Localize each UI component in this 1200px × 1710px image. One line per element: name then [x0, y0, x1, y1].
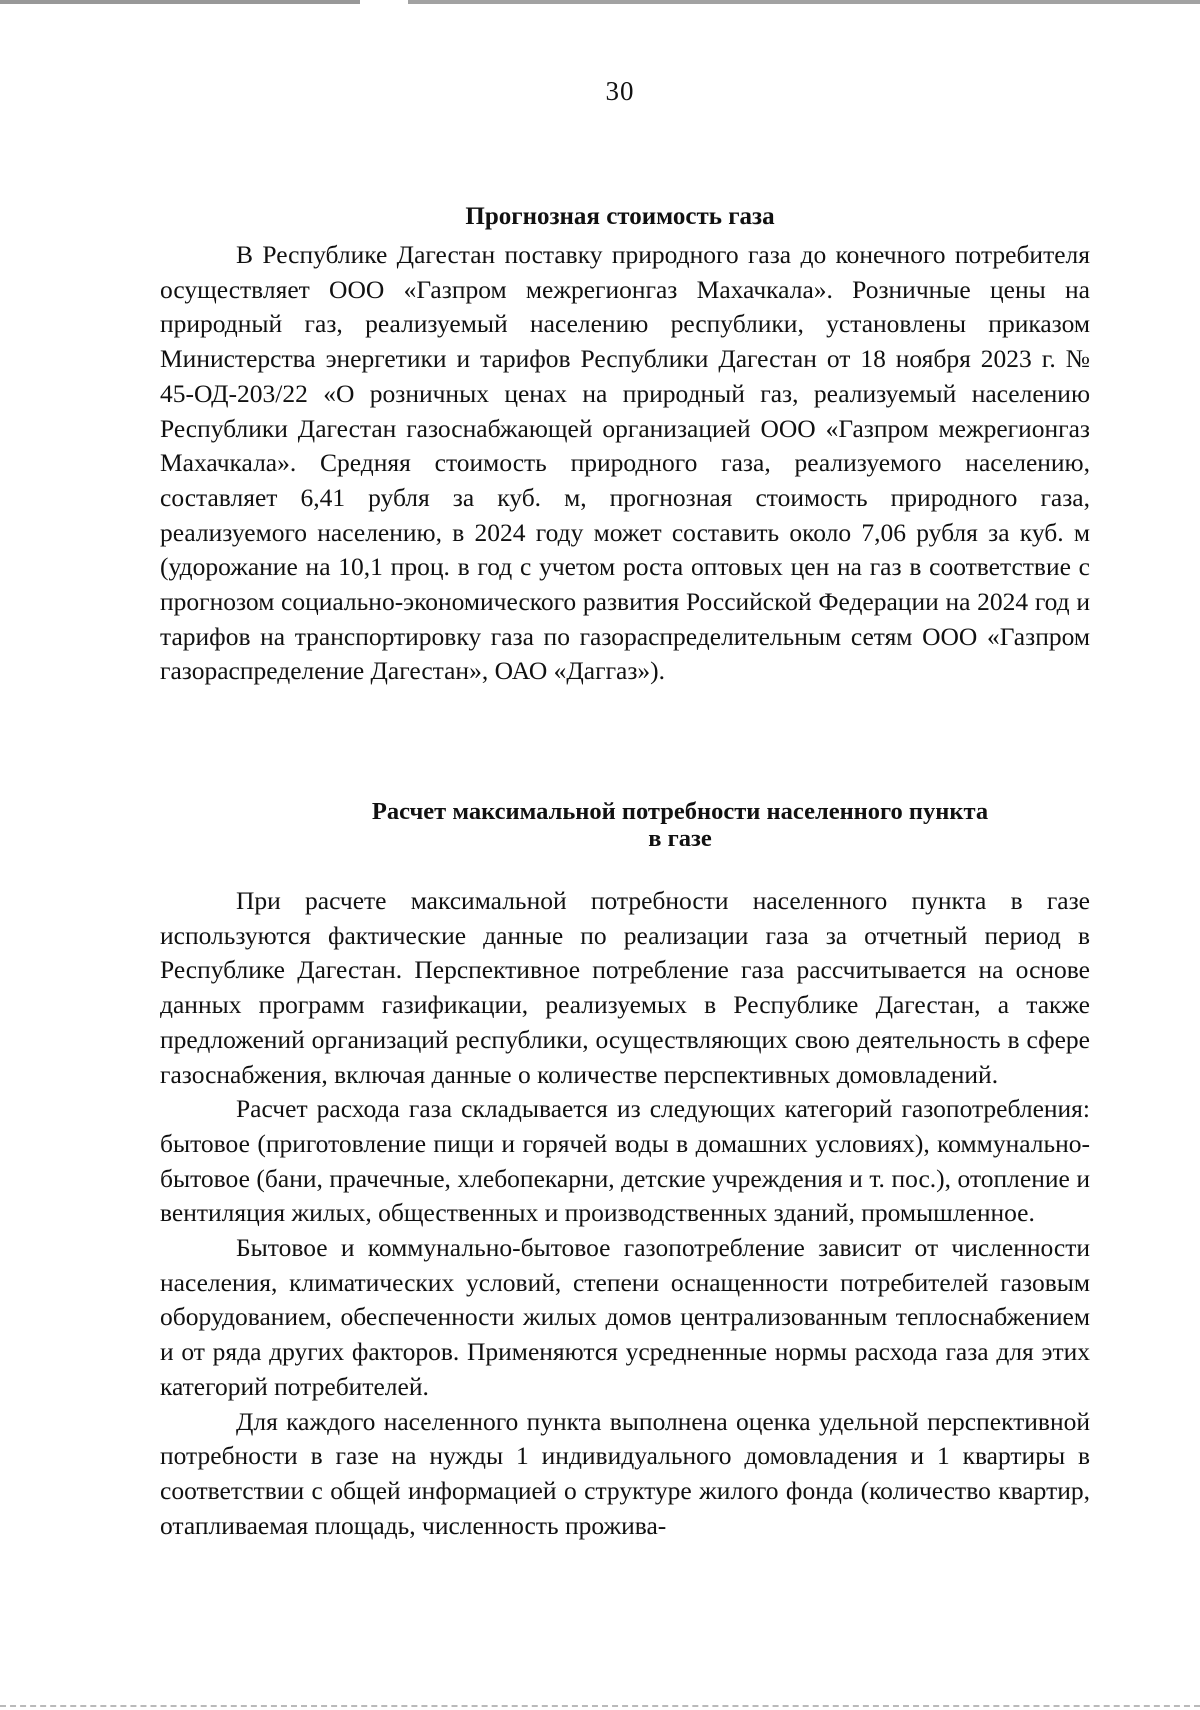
- scan-edge-bottom: [0, 1705, 1200, 1710]
- paragraph: При расчете максимальной потребности населенного пункта в газе используются фактические данные по реализации газа за отчетный период в Республике Дагестан. Перспективное потребление газа рассчитывается на основе данных программ газификации, реализуемых в Республике Дагестан, а также предложений организаций республики, осуществляющих свою деятельность в сфере газоснабжения, включая данные о количестве перспективных домовладений.: [160, 886, 1090, 1089]
- paragraph: Для каждого населенного пункта выполнена оценка удельной перспективной потребности в газе на нужды 1 индивидуального домовладения и 1 квартиры в соответствии с общей информацией о структуре жилого фонда (количество квартир, отапливаемая площадь, численность прожива-: [160, 1406, 1090, 1540]
- section-max-demand: [160, 884, 1090, 1543]
- scan-edge-top: [0, 0, 1200, 4]
- section-heading-gas-cost: Прогнозная стоимость газа: [465, 203, 775, 230]
- paragraph: Бытовое и коммунально-бытовое газопотребление зависит от численности населения, климатических условий, степени оснащенности потребителей газовым оборудованием, обеспеченности жилых домов централизованным теплоснабжением и от ряда других факторов. Применяются усредненные нормы расхода газа для этих категорий потребителей.: [160, 1233, 1090, 1401]
- heading-line: в газе: [648, 825, 712, 852]
- page-number: 30: [605, 76, 635, 106]
- heading-line: Расчет максимальной потребности населенного пункта: [371, 798, 989, 825]
- section-gas-cost: [160, 238, 1090, 689]
- paragraph: Расчет расхода газа складывается из следующих категорий газопотребления: бытовое (приготовление пищи и горячей воды в домашних условиях), коммунально-бытовое (бани, прачечные, хлебопекарни, детские учреждения и т. пос.), отопление и вентиляция жилых, общественных и производственных зданий, промышленное.: [160, 1094, 1090, 1228]
- paragraph: В Республике Дагестан поставку природного газа до конечного потребителя осуществляет ООО «Газпром межрегионгаз Махачкала». Розничные цены на природный газ, реализуемый населению республики, установлены приказом Министерства энергетики и тарифов Республики Дагестан от 18 ноября 2023 г. № 45-ОД-203/22 «О розничных ценах на природный газ, реализуемый населению Республики Дагестан газоснабжающей организацией ООО «Газпром межрегионгаз Махачкала». Средняя стоимость природного газа, реализуемого населению, составляет 6,41 рубля за куб. м, прогнозная стоимость природного газа, реализуемого населению, в 2024 году может составить около 7,06 рубля за куб. м (удорожание на 10,1 проц. в год с учетом роста оптовых цен на газ в соответствие с прогнозом социально-экономического развития Российской Федерации на 2024 год и тарифов на транспортировку газа по газораспределительным сетям ООО «Газпром газораспределение Дагестан», ОАО «Даггаз»).: [160, 240, 1090, 686]
- section-heading-max-demand: [320, 798, 1040, 852]
